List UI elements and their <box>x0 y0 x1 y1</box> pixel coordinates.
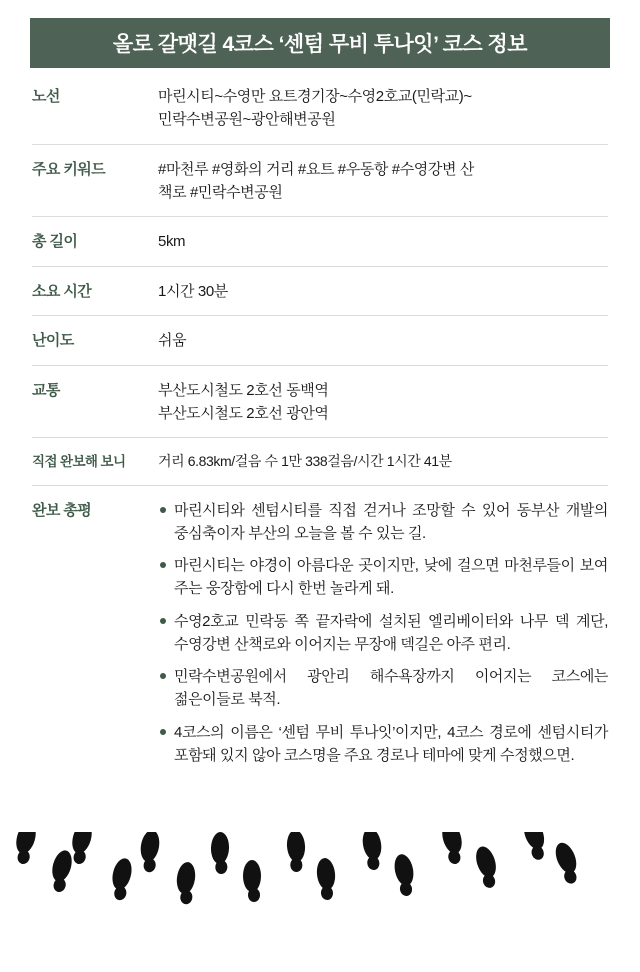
row-value-difficulty <box>158 329 608 352</box>
row-label-review: 완보 총평 <box>32 501 92 519</box>
row-label-route: 노선 <box>32 88 60 105</box>
row-value-line: 5km <box>158 233 186 250</box>
table-row <box>32 145 608 218</box>
table-row-review <box>32 486 608 780</box>
page-header <box>30 18 610 68</box>
row-value-line: 쉬움 <box>158 332 187 349</box>
row-label-walk-record: 직접 완보해 보니 <box>32 454 126 469</box>
table-row <box>32 267 608 317</box>
table-row <box>32 217 608 267</box>
row-label-duration: 소요 시간 <box>32 282 92 300</box>
row-value-line: 마린시티~수영만 요트경기장~수영2호교(민락교)~ <box>158 88 472 105</box>
list-item: 4코스의 이름은 ‘센텀 무비 투나잇’이지만, 4코스 경로에 센텀시티가 포함돼 있지 않아 코스명을 주요 경로나 테마에 맞게 수정했으면. <box>158 721 608 768</box>
row-value-walk-record <box>158 451 608 473</box>
row-value-line: 민락수변공원~광안해변공원 <box>158 111 336 129</box>
row-label-distance: 총 길이 <box>32 233 78 250</box>
list-item: 마린시티와 센텀시티를 직접 걷거나 조망할 수 있어 동부산 개발의 중심축이자 부산의 오늘을 볼 수 있는 길. <box>158 499 608 546</box>
table-row <box>32 438 608 486</box>
row-label-difficulty: 난이도 <box>32 332 74 349</box>
row-value-line: 부산도시철도 2호선 광안역 <box>158 404 329 422</box>
table-row <box>32 366 608 439</box>
row-value-line: 거리 6.83km/걸음 수 1만 338걸음/시간 1시간 41분 <box>158 453 452 469</box>
row-value-line: 책로 #민락수변공원 <box>158 183 283 201</box>
table-row <box>32 316 608 366</box>
row-value-line: 1시간 30분 <box>158 282 228 300</box>
row-value-line: 부산도시철도 2호선 동백역 <box>158 381 329 399</box>
footprints-icon <box>0 832 640 972</box>
list-item: 수영2호교 민락동 쪽 끝자락에 설치된 엘리베이터와 나무 덱 계단, 수영강변 산책로와 이어지는 무장애 덱길은 아주 편리. <box>158 610 608 657</box>
list-item: 마린시티는 야경이 아름다운 곳이지만, 낮에 걸으면 마천루들이 보여 주는 웅장함에 다시 한번 놀라게 돼. <box>158 554 608 601</box>
table-row <box>32 72 608 145</box>
course-info-table <box>32 68 608 779</box>
row-label-keywords: 주요 키워드 <box>32 160 106 178</box>
row-value-line: #마천루 #영화의 거리 #요트 #우동항 #수영강변 산 <box>158 160 474 178</box>
row-value-keywords <box>158 158 608 205</box>
row-value-duration <box>158 280 608 303</box>
row-value-route <box>158 85 608 132</box>
page-title: 올로 갈맷길 4코스 ‘센텀 무비 투나잇’ 코스 정보 <box>112 33 528 56</box>
row-value-distance <box>158 230 608 253</box>
row-value-transport <box>158 379 608 426</box>
review-list <box>158 499 608 768</box>
row-label-transport: 교통 <box>32 381 60 399</box>
row-value-review <box>158 499 608 768</box>
list-item: 민락수변공원에서 광안리 해수욕장까지 이어지는 코스에는 젊은이들로 북적. <box>158 665 608 712</box>
